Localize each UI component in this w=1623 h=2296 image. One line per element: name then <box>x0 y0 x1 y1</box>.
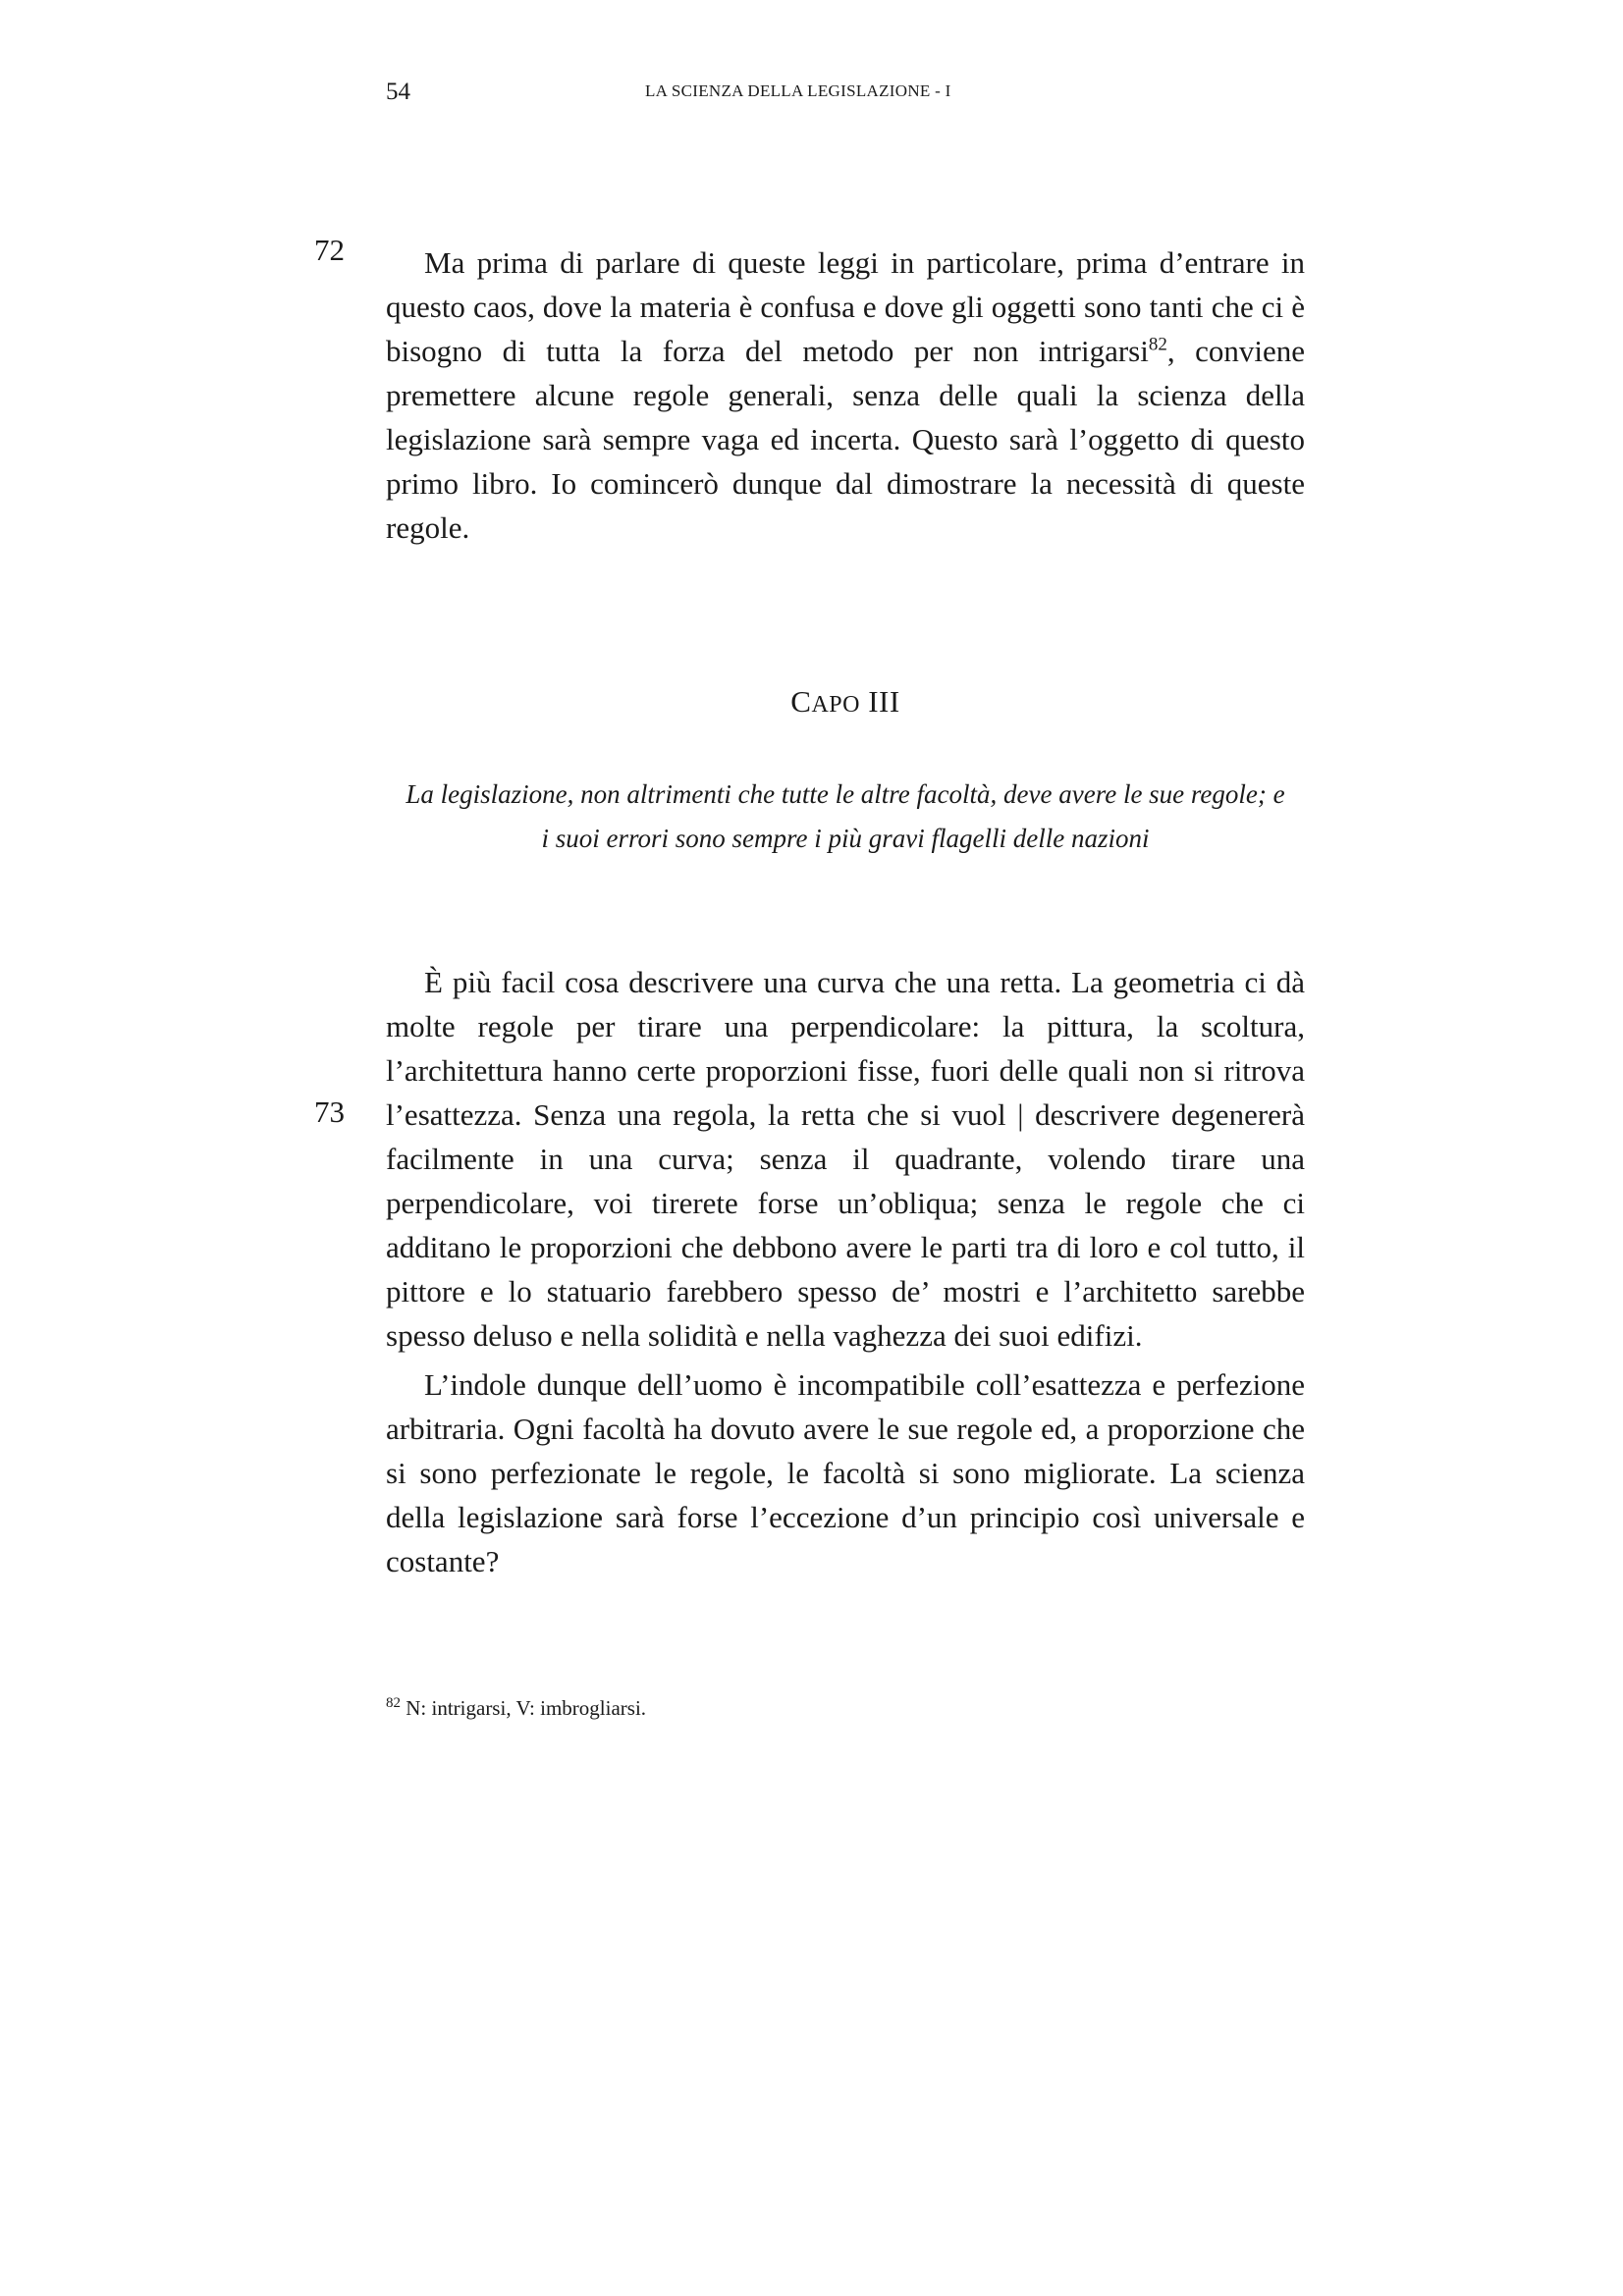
chapter-heading-first-letter: C <box>790 684 812 719</box>
chapter-subtitle-line-1: La legislazione, non altrimenti che tutte le altre facoltà, deve avere le sue regole; e <box>406 779 1285 809</box>
running-head <box>386 79 1305 108</box>
chapter-heading-smallcaps: APO <box>811 692 860 718</box>
margin-number-73: 73 <box>314 1095 345 1129</box>
chapter-heading-numeral: III <box>868 684 900 719</box>
chapter-subtitle <box>386 773 1305 861</box>
paragraph-intro-text <box>386 240 1305 550</box>
footnote-reference: 82 <box>1148 334 1167 355</box>
paragraph-intro-text-after-note: , conviene premettere alcune regole generali, senza delle quali la scienza della legislazione sarà sempre vaga ed incerta. Questo sarà l’oggetto di questo primo libro. Io comincerò dunque dal dimostrare la necessità di queste regole. <box>386 334 1305 545</box>
paragraph-intro-text-before-note: Ma prima di parlare di queste leggi in particolare, prima d’entrare in questo caos, dove la materia è confusa e dove gli oggetti sono tanti che ci è bisogno di tutta la forza del metodo per non intrigarsi <box>386 245 1305 368</box>
paragraph-indole-text: L’indole dunque dell’uomo è incompatibile coll’esattezza e perfezione arbitraria. Ogni facoltà ha dovuto avere le sue regole ed, a proporzione che si sono perfezionate le regole, le facoltà si sono migliorate. La scienza della legislazione sarà forse l’eccezione d’un principio così universale e costante? <box>386 1367 1305 1578</box>
paragraph-curve-text: È più facil cosa descrivere una curva che una retta. La geometria ci dà molte regole per tirare una perpendicolare: la pittura, la scoltura, l’architettura hanno certe proporzioni fisse, fuori delle quali non si ritrova l’esattezza. Senza una regola, la retta che si vuol | descrivere degenererà facilmente in una curva; senza il quadrante, volendo tirare una perpendicolare, voi tirerete forse un’obliqua; senza le regole che ci additano le proporzioni che debbono avere le parti tra di loro e col tutto, il pittore e lo statuario farebbero spesso de’ mostri e l’architetto sarebbe spesso deluso e nella solidità e nella vaghezza dei suoi edifizi. <box>386 965 1305 1353</box>
margin-number-72: 72 <box>314 233 345 267</box>
footnote <box>386 1693 1305 1723</box>
paragraph-intro <box>386 240 1305 550</box>
chapter-heading <box>386 684 1305 720</box>
chapter-subtitle-line-2: i suoi errori sono sempre i più gravi flagelli delle nazioni <box>541 824 1150 853</box>
paragraph-indole <box>386 1362 1305 1583</box>
running-title: LA SCIENZA DELLA LEGISLAZIONE - I <box>645 81 951 100</box>
footnote-mark: 82 <box>386 1695 401 1711</box>
page-number: 54 <box>386 79 410 105</box>
footnote-text: N: intrigarsi, V: imbrogliarsi. <box>401 1696 647 1720</box>
paragraph-curve <box>386 960 1305 1358</box>
